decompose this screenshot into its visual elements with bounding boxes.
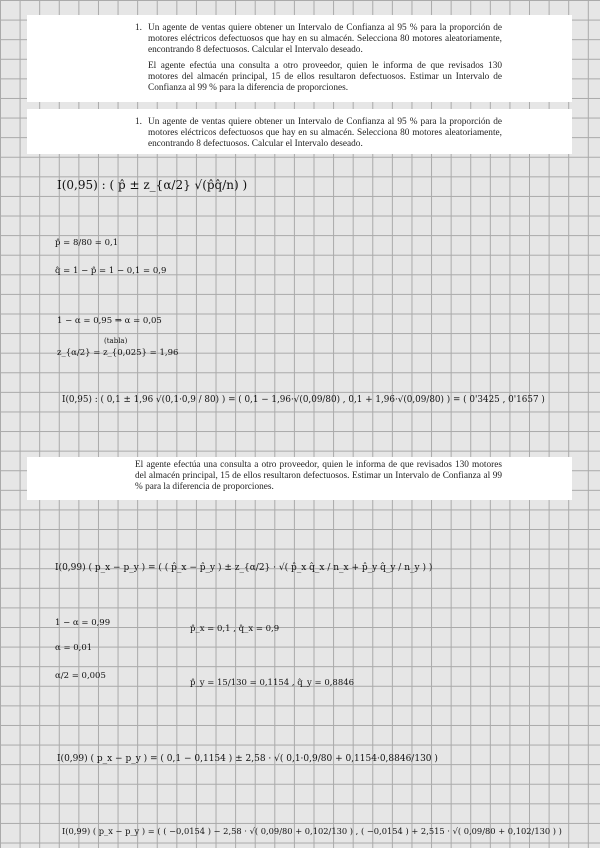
ci-proportion-formula: I(0,95) : ( p̂ ± z_{α/2} √(p̂q̂/n) ) (57, 178, 248, 192)
problem-number: 1. (135, 23, 142, 33)
alpha-value: α = 0,01 (55, 643, 93, 653)
problem-number: 1. (135, 117, 142, 127)
p-hat-computation: p̂ = 8/80 = 0,1 (55, 238, 119, 248)
problem-part1-clip (27, 109, 572, 154)
ci-99-evaluation: I(0,99) ( p_x − p_y ) = ( ( −0,0154 ) − 2,58 · √( 0,09/80 + 0,102/130 ) , ( −0,0154 ) + 2,515 · √( 0,09/80 + 0,102/130 ) ) (62, 826, 562, 836)
alpha-computation: 1 − α = 0,95 ⇒ α = 0,05 (57, 316, 162, 326)
px-estimates: p̂_x = 0,1 , q̂_x = 0,9 (190, 624, 280, 634)
q-hat-computation: q̂ = 1 − p̂ = 1 − 0,1 = 0,9 (55, 266, 167, 276)
problem-statement-full (27, 15, 572, 102)
table-note: (tabla) (104, 337, 128, 345)
z-value: z_{α/2} = z_{0,025} = 1,96 (57, 348, 179, 358)
confidence-level: 1 − α = 0,99 (55, 618, 111, 628)
ci-difference-formula: I(0,99) ( p_x − p_y ) = ( ( p̂_x − p̂_y ) ± z_{α/2} · √( p̂_x q̂_x / n_x + p̂_y q̂_y / n_y ) ) (55, 563, 433, 573)
py-estimates: p̂_y = 15/130 = 0,1154 , q̂_y = 0,8846 (190, 678, 355, 688)
ci-95-result: I(0,95) : ( 0,1 ± 1,96 √(0,1·0,9 / 80) ) = ( 0,1 − 1,96·√(0,09/80) , 0,1 + 1,96·√(0,09/80) ) = ( 0'3425 , 0'1657 ) (62, 395, 545, 405)
problem-part2-text: El agente efectúa una consulta a otro proveedor, quien le informa de que revisados 130 motores del almacén principal, 15 de ellos resultaron defectuosos. Estimar un Intervalo de Confianza al 99 % para la diferencia de proporciones. (135, 460, 502, 492)
problem-part2-clip (27, 457, 572, 500)
ci-99-substitution: I(0,99) ( p_x − p_y ) = ( 0,1 − 0,1154 ) ± 2,58 · √( 0,1·0,9/80 + 0,1154·0,8846/130 ) (57, 754, 438, 764)
problem-part1-text: Un agente de ventas quiere obtener un Intervalo de Confianza al 95 % para la proporción de motores eléctricos defectuosos que hay en su almacén. Selecciona 80 motores aleatoriamente, encontrando 8 defectuosos. Calcular el Intervalo deseado. (148, 23, 502, 55)
problem-part1-text: Un agente de ventas quiere obtener un Intervalo de Confianza al 95 % para la proporción de motores eléctricos defectuosos que hay en su almacén. Selecciona 80 motores aleatoriamente, encontrando 8 defectuosos. Calcular el Intervalo deseado. (148, 117, 502, 149)
problem-part2-text: El agente efectúa una consulta a otro proveedor, quien le informa de que revisados 130 motores del almacén principal, 15 de ellos resultaron defectuosos. Estimar un Intervalo de Confianza al 99 % para la diferencia de proporciones. (148, 61, 502, 93)
half-alpha-value: α/2 = 0,005 (55, 671, 106, 681)
